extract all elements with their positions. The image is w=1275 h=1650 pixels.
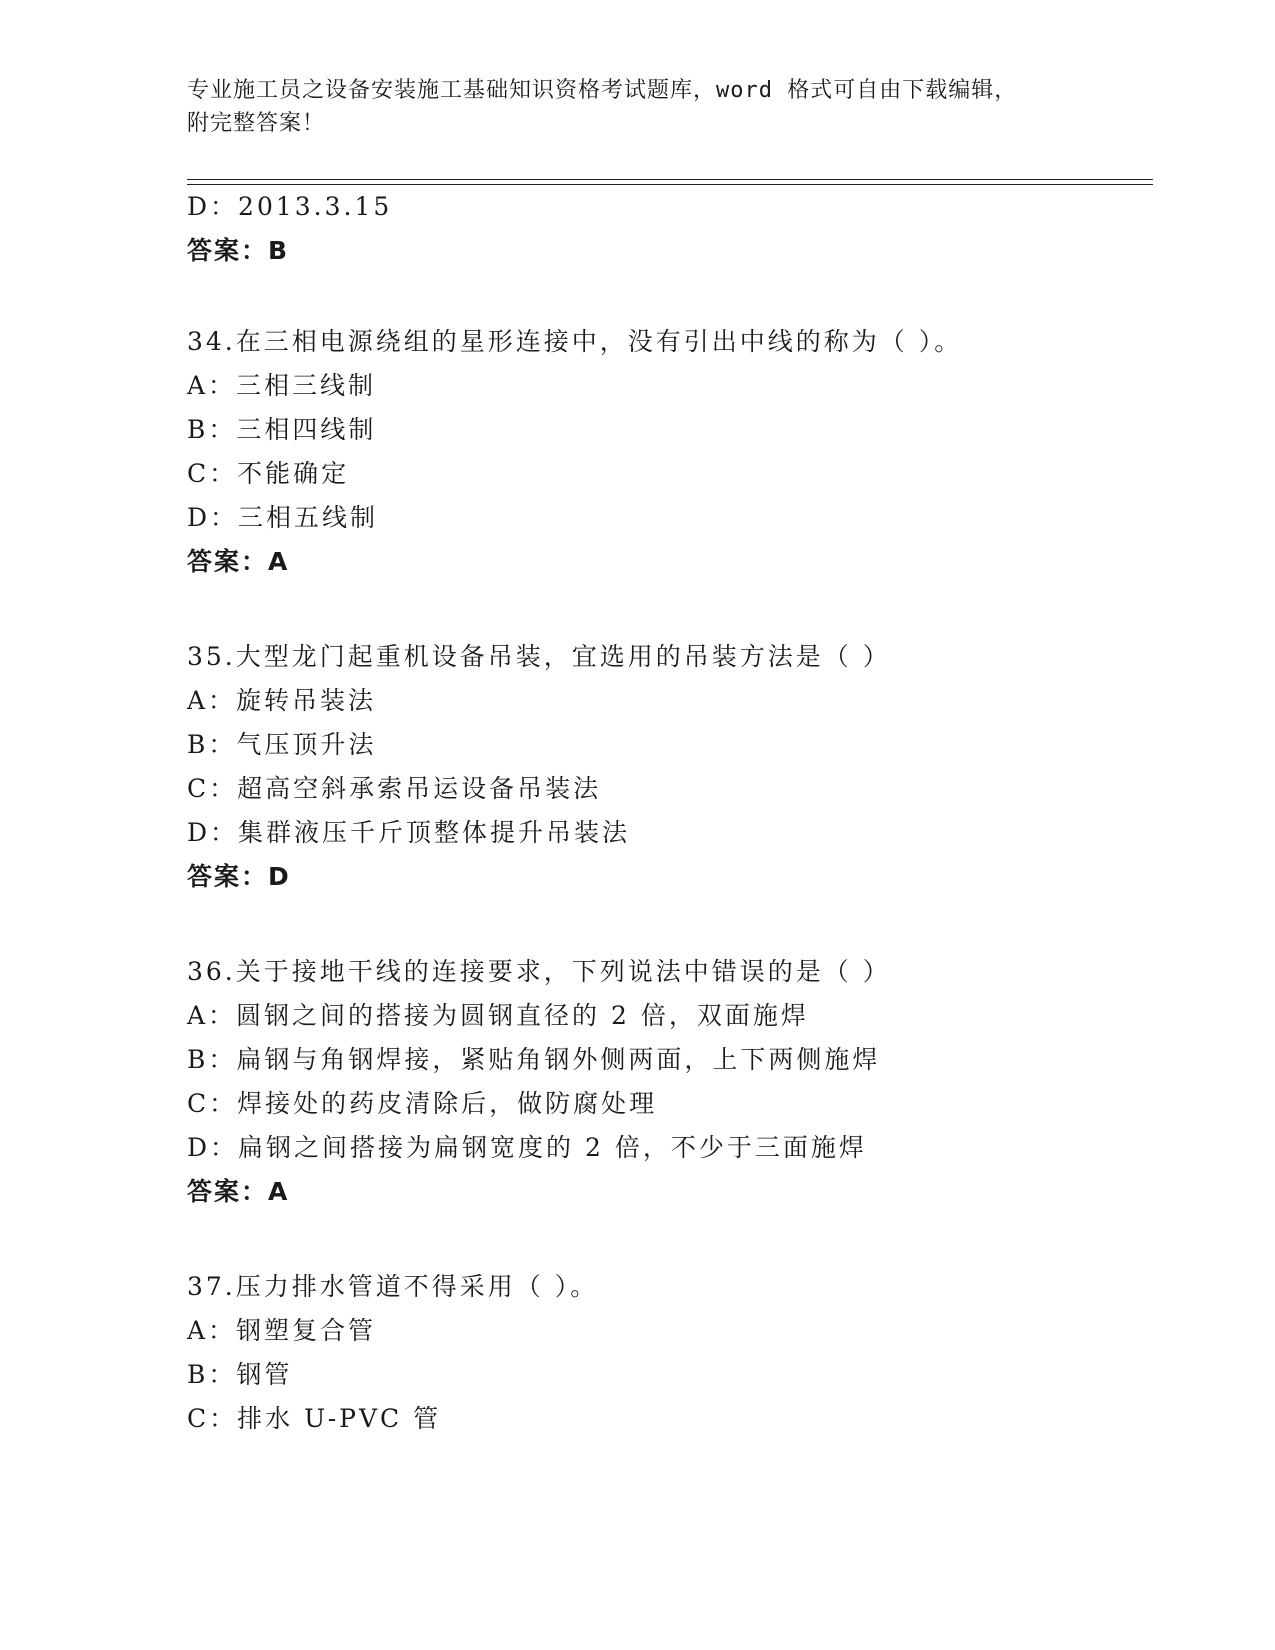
q33-answer: 答案：B <box>187 236 290 265</box>
header-title-line-2: 附完整答案！ <box>187 111 326 136</box>
q37-option-a: A：钢塑复合管 <box>187 1316 377 1345</box>
q34-option-d: D：三相五线制 <box>187 503 379 532</box>
q34-option-a: A：三相三线制 <box>187 371 377 400</box>
q37-option-c: C：排水 U-PVC 管 <box>187 1404 442 1433</box>
q34-option-c: C：不能确定 <box>187 459 350 488</box>
q36-option-a: A：圆钢之间的搭接为圆钢直径的 2 倍，双面施焊 <box>187 1001 809 1030</box>
header-title-line-1: 专业施工员之设备安装施工基础知识资格考试题库，word 格式可自由下载编辑， <box>187 78 1018 103</box>
q34-answer: 答案：A <box>187 547 290 576</box>
q35-option-c: C：超高空斜承索吊运设备吊装法 <box>187 774 602 803</box>
q36-stem: 36.关于接地干线的连接要求，下列说法中错误的是（ ） <box>187 957 891 986</box>
q35-option-a: A：旋转吊装法 <box>187 686 377 715</box>
q36-option-c: C：焊接处的药皮清除后，做防腐处理 <box>187 1089 658 1118</box>
q34-stem: 34.在三相电源绕组的星形连接中，没有引出中线的称为（ ）。 <box>187 327 963 356</box>
header-divider-top <box>187 179 1153 180</box>
q35-answer: 答案：D <box>187 862 291 891</box>
q36-option-b: B：扁钢与角钢焊接，紧贴角钢外侧两面，上下两侧施焊 <box>187 1045 881 1074</box>
q35-option-b: B：气压顶升法 <box>187 730 377 759</box>
q37-option-b: B：钢管 <box>187 1360 293 1389</box>
q37-stem: 37.压力排水管道不得采用（ ）。 <box>187 1272 599 1301</box>
header-divider-bottom <box>187 184 1153 185</box>
q35-stem: 35.大型龙门起重机设备吊装，宜选用的吊装方法是（ ） <box>187 642 891 671</box>
q36-option-d: D：扁钢之间搭接为扁钢宽度的 2 倍，不少于三面施焊 <box>187 1133 867 1162</box>
q33-option-d: D：2013.3.15 <box>187 192 393 221</box>
q36-answer: 答案：A <box>187 1177 290 1206</box>
document-header <box>187 74 1107 140</box>
q35-option-d: D：集群液压千斤顶整体提升吊装法 <box>187 818 631 847</box>
q34-option-b: B：三相四线制 <box>187 415 377 444</box>
